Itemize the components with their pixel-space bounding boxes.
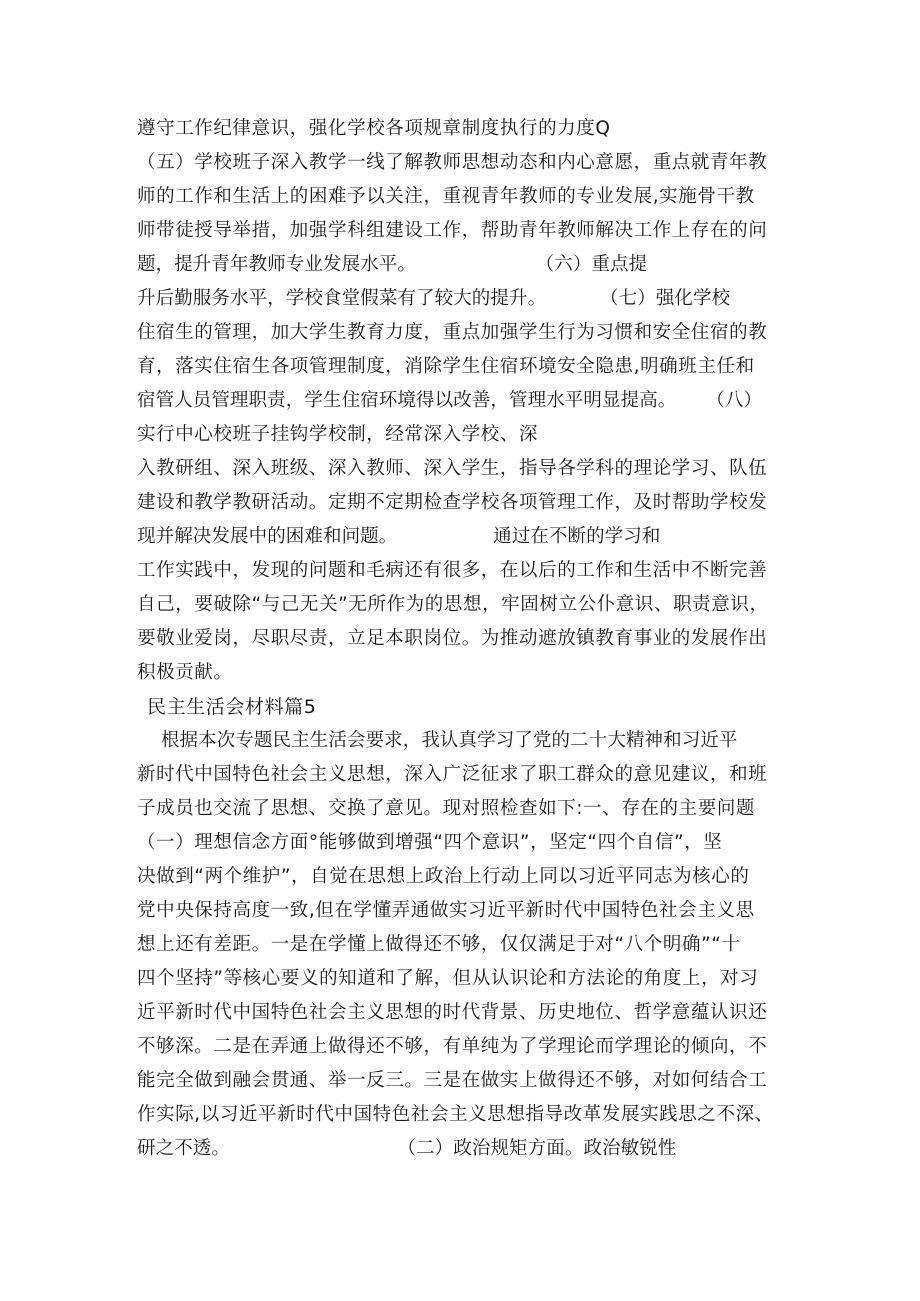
text-line: 宿管人员管理职责，学生住宿环境得以改善，管理水平明显提高。 （八） bbox=[137, 390, 763, 411]
text-line: 想上还有差距。一是在学懂上做得还不够，仅仅满足于对“八个明确”“十 bbox=[137, 934, 741, 955]
text-line: 自己，要破除“与己无关”无所作为的思想，牢固树立公仆意识、职责意识， bbox=[137, 594, 769, 615]
text-line: 工作实践中，发现的问题和毛病还有很多，在以后的工作和生活中不断完善 bbox=[137, 560, 768, 581]
text-line: 新时代中国特色社会主义思想，深入广泛征求了职工群众的意见建议，和班 bbox=[137, 764, 768, 785]
text-line: 根据本次专题民主生活会要求，我认真学习了党的二十大精神和习近平 bbox=[137, 730, 738, 751]
text-line: 师的工作和生活上的困难予以关注，重视青年教师的专业发展,实施骨干教 bbox=[137, 186, 755, 207]
text-line: 题，提升青年教师专业发展水平。 （六）重点提 bbox=[137, 254, 648, 275]
text-line: 师带徒授导举措，加强学科组建设工作，帮助青年教师解决工作上存在的问 bbox=[137, 220, 768, 241]
text-line: （五）学校班子深入教学一线了解教师思想动态和内心意愿，重点就青年教 bbox=[137, 152, 768, 173]
text-line: 住宿生的管理，加大学生教育力度，重点加强学生行为习惯和安全住宿的教 bbox=[137, 322, 768, 343]
text-line: 研之不透。 （二）政治规矩方面。政治敏锐性 bbox=[137, 1138, 677, 1159]
text-line: 实行中心校班子挂钩学校制，经常深入学校、深 bbox=[137, 424, 539, 445]
section-heading: 民主生活会材料篇5 bbox=[147, 696, 317, 718]
text-line: 四个坚持”等核心要义的知道和了解，但从认识论和方法论的角度上，对习 bbox=[137, 968, 759, 989]
text-line: 育，落实住宿生各项管理制度，消除学生住宿环境安全隐患,明确班主任和 bbox=[137, 356, 755, 377]
text-line: 积极贡献。 bbox=[137, 662, 233, 683]
text-line: 建设和教学教研活动。定期不定期检查学校各项管理工作，及时帮助学校发 bbox=[137, 492, 768, 513]
text-line: 不够深。二是在弄通上做得还不够，有单纯为了学理论而学理论的倾向，不 bbox=[137, 1036, 768, 1057]
text-line: （一）理想信念方面°能够做到增强“四个意识”，坚定“四个自信”，坚 bbox=[137, 832, 723, 853]
text-line: 作实际,以习近平新时代中国特色社会主义思想指导改革发展实践思之不深、 bbox=[137, 1104, 774, 1125]
text-line: 党中央保持高度一致,但在学懂弄通做实习近平新时代中国特色社会主义思 bbox=[137, 900, 755, 921]
text-line: 遵守工作纪律意识，强化学校各项规章制度执行的力度Q bbox=[137, 118, 611, 139]
text-line: 子成员也交流了思想、交换了意见。现对照检查如下:一、存在的主要问题 bbox=[137, 798, 756, 819]
text-line: 现并解决发展中的困难和问题。 通过在不断的学习和 bbox=[137, 526, 661, 547]
text-line: 近平新时代中国特色社会主义思想的时代背景、历史地位、哲学意蕴认识还 bbox=[137, 1002, 768, 1023]
text-line: 入教研组、深入班级、深入教师、深入学生，指导各学科的理论学习、队伍 bbox=[137, 458, 768, 479]
text-line: 能完全做到融会贯通、举一反三。三是在做实上做得还不够，对如何结合工 bbox=[137, 1070, 768, 1091]
text-line: 决做到“两个维护”，自觉在思想上政治上行动上同以习近平同志为核心的 bbox=[137, 866, 750, 887]
text-line: 升后勤服务水平，学校食堂假菜有了较大的提升。 （七）强化学校 bbox=[137, 288, 731, 309]
text-line: 要敬业爱岗，尽职尽责，立足本职岗位。为推动遮放镇教育事业的发展作出 bbox=[137, 628, 768, 649]
